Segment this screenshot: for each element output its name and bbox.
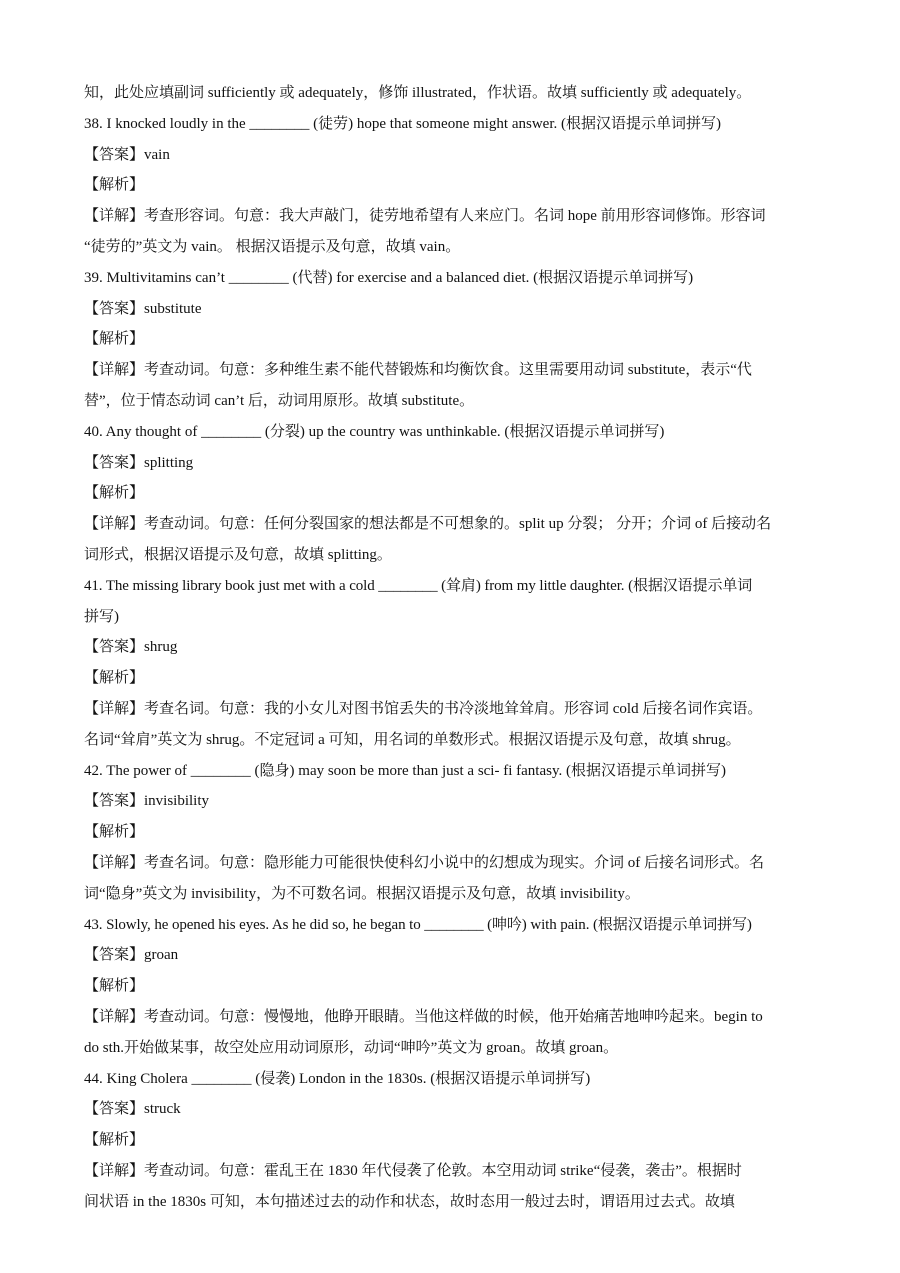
analysis-heading: 【解析】 — [84, 331, 145, 348]
explanation-line: 【详解】考查动词。句意：多种维生素不能代替锻炼和均衡饮食。这里需要用动词 substitute，表示“代 — [84, 362, 752, 379]
explanation-line: 词“隐身”英文为 invisibility，为不可数名词。根据汉语提示及句意，故填 invisibility。 — [84, 885, 640, 902]
answer-line: 【答案】substitute — [84, 300, 202, 317]
explanation-line: 名词“耸肩”英文为 shrug。不定冠词 a 可知，用名词的单数形式。根据汉语提示及句意，故填 shrug。 — [84, 731, 741, 748]
answer-line: 【答案】groan — [84, 947, 179, 964]
answer-line: 【答案】invisibility — [84, 793, 210, 810]
explanation-line: 知，此处应填副词 sufficiently 或 adequately，修饰 illustrated，作状语。故填 sufficiently 或 adequately。 — [84, 85, 752, 101]
explanation-line: 词形式，根据汉语提示及句意，故填 splitting。 — [84, 546, 392, 563]
question-41: 41. The missing library book just met with a cold ________ (耸肩) from my little daughter. (根据汉语提示单词 — [84, 577, 753, 594]
question-41-continued: 拼写) — [84, 608, 119, 625]
explanation-line: 【详解】考查动词。句意：任何分裂国家的想法都是不可想象的。split up 分裂； 分开；介词 of 后接动名 — [84, 516, 772, 533]
question-42: 42. The power of ________ (隐身) may soon be more than just a sci- fi fantasy. (根据汉语提示单词拼写) — [84, 762, 726, 779]
analysis-heading: 【解析】 — [84, 670, 145, 687]
answer-line: 【答案】vain — [84, 146, 170, 163]
question-43: 43. Slowly, he opened his eyes. As he did so, he began to ________ (呻吟) with pain. (根据汉语提示单词拼写) — [84, 916, 752, 933]
explanation-line: 【详解】考查名词。句意：隐形能力可能很快使科幻小说中的幻想成为现实。介词 of 后接名词形式。名 — [84, 854, 764, 871]
analysis-heading: 【解析】 — [84, 1132, 145, 1149]
explanation-line: 间状语 in the 1830s 可知，本句描述过去的动作和状态，故时态用一般过去时，谓语用过去式。故填 — [84, 1193, 735, 1210]
question-44: 44. King Cholera ________ (侵袭) London in the 1830s. (根据汉语提示单词拼写) — [84, 1070, 591, 1087]
explanation-line: do sth.开始做某事，故空处应用动词原形，动词“呻吟”英文为 groan。故填 groan。 — [84, 1039, 619, 1056]
explanation-line: 【详解】考查动词。句意：慢慢地，他睁开眼睛。当他这样做的时候，他开始痛苦地呻吟起来。begin to — [84, 1008, 763, 1025]
analysis-heading: 【解析】 — [84, 824, 145, 841]
question-40: 40. Any thought of ________ (分裂) up the country was unthinkable. (根据汉语提示单词拼写) — [84, 423, 665, 440]
document-page — [84, 78, 820, 1217]
analysis-heading: 【解析】 — [84, 177, 145, 194]
explanation-line: 【详解】考查动词。句意：霍乱王在 1830 年代侵袭了伦敦。本空用动词 strike“侵袭，袭击”。根据时 — [84, 1162, 742, 1179]
answer-line: 【答案】shrug — [84, 639, 178, 656]
explanation-line: “徒劳的”英文为 vain。 根据汉语提示及句意，故填 vain。 — [84, 238, 461, 255]
analysis-heading: 【解析】 — [84, 485, 145, 502]
answer-line: 【答案】splitting — [84, 454, 194, 471]
question-39: 39. Multivitamins can’t ________ (代替) for exercise and a balanced diet. (根据汉语提示单词拼写) — [84, 269, 694, 286]
explanation-line: 【详解】考查名词。句意：我的小女儿对图书馆丢失的书冷淡地耸耸肩。形容词 cold 后接名词作宾语。 — [84, 700, 763, 717]
answer-line: 【答案】struck — [84, 1101, 181, 1118]
explanation-line: 替”，位于情态动词 can’t 后，动词用原形。故填 substitute。 — [84, 392, 475, 409]
analysis-heading: 【解析】 — [84, 978, 145, 995]
explanation-line: 【详解】考查形容词。句意：我大声敲门，徒劳地希望有人来应门。名词 hope 前用形容词修饰。形容词 — [84, 208, 766, 225]
question-38: 38. I knocked loudly in the ________ (徒劳) hope that someone might answer. (根据汉语提示单词拼写) — [84, 115, 721, 132]
